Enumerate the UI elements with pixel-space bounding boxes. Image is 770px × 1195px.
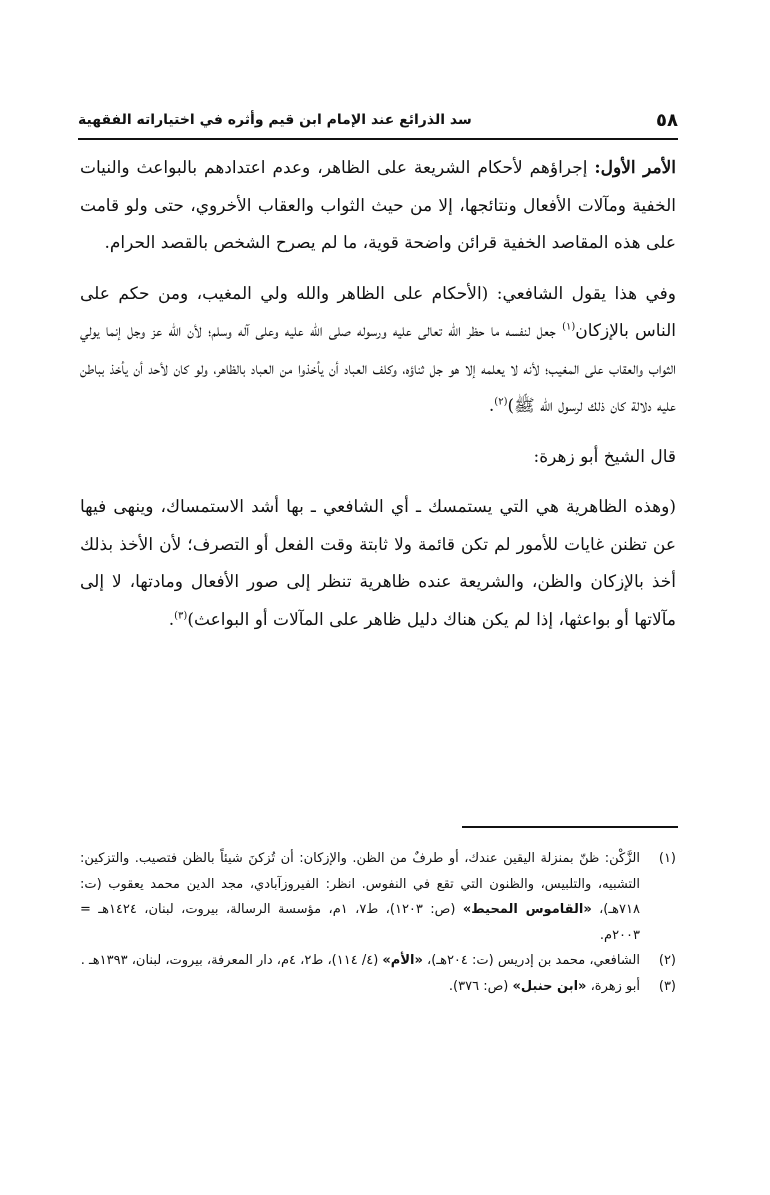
paragraph-text: إجراؤهم لأحكام الشريعة على الظاهر، وعدم اعتدادهم بالبواعث والنيات الخفية ومآلات الأفعال ونتائجها، إلا من حيث الثواب والعقاب الأخروي، حتى ولو قامت على هذه المقاصد الخفية قرائن واضحة قوية، ما لم يصرح الشخص بالقصد الحرام. (80, 158, 676, 253)
footnote-text (80, 846, 640, 948)
footnote-ref-3[interactable]: (٣) (174, 609, 188, 621)
footnote-text-part: الشافعي، محمد بن إدريس (ت: ٢٠٤هـ)، (422, 953, 640, 968)
running-title: سد الذرائع عند الإمام ابن قيم وأثره في اختياراته الفقهية (78, 112, 472, 128)
footnote-text (80, 948, 640, 974)
main-text (80, 150, 676, 652)
header-rule (78, 138, 678, 140)
paragraph-lead: الأمر الأول: (594, 158, 676, 178)
page-header (78, 104, 678, 136)
footnotes (80, 846, 676, 999)
footnote-mark: (١) (658, 851, 676, 866)
footnote-ref-2[interactable]: (٢) (494, 396, 508, 408)
footnote-item (80, 974, 676, 1000)
footnote-ref-1[interactable]: (١) (562, 321, 576, 333)
footnote-text-part: (٤/ ١١٤)، ط٢، ٤م، دار المعرفة، بيروت، لبنان، ١٣٩٣هـ . (80, 953, 383, 968)
footnote-mark: (٢) (658, 953, 676, 968)
punctuation: . (168, 609, 175, 630)
footnote-source-title: «القاموس المحيط» (462, 902, 592, 917)
footnote-item (80, 948, 676, 974)
footnote-text-part: الزَّكْن: ظنّ بمنزلة اليقين عندك، أو طرفٌ من الظن. والإزكان: أن تُزكنَ شيئاً بالظن فتصيب. والتزكين: التشبيه، والتلبيس، والظنون التي تقع في النفوس. انظر: الفيروزآبادي، مجد الدين محمد يعقوب (ت: ٧١٨هـ)، (80, 851, 640, 917)
paragraph-4 (80, 489, 676, 639)
footnote-text-part: أبو زهرة، (586, 978, 640, 994)
footnote-source-title: «الأم» (382, 953, 423, 968)
page-number: ٥٨ (656, 109, 678, 131)
paragraph-3 (80, 439, 676, 477)
quote-text: (وهذه الظاهرية هي التي يستمسك ـ أي الشافعي ـ بها أشد الاستمساك، وينهى فيها عن تظنن غايات للأمور لم تكن قائمة ولا ثابتة وقت الفعل أو التصرف؛ لأن الأخذ بذلك أخذ بالإزكان والظن، والشريعة عنده ظاهرية تنظر إلى صور الأفعال ومادتها، لا إلى مآلاتها أو بواعثها، إذا لم يكن هناك دليل ظاهر على المآلات أو البواعث) (80, 497, 676, 630)
footnote-text-part: (ص: ٣٧٦). (448, 978, 513, 994)
paragraph-2 (80, 276, 676, 426)
footnote-mark: (٣) (658, 978, 676, 994)
footnote-item (80, 846, 676, 948)
paragraph-1 (80, 150, 676, 263)
footnote-text-part: (ص: ١٢٠٣)، ط٧، ١م، مؤسسة الرسالة، بيروت، لبنان، ١٤٢٤هـ = ٢٠٠٣م. (80, 902, 640, 943)
punctuation: . (488, 396, 495, 416)
quote-intro: قال الشيخ أبو زهرة: (533, 446, 676, 467)
quote-text: وفي هذا يقول الشافعي: (الأحكام على الظاهر والله ولي المغيب، ومن حكم على الناس بالإزكان (80, 283, 676, 341)
footnote-rule (462, 826, 678, 828)
footnote-text (80, 974, 640, 1000)
footnote-source-title: «ابن حنبل» (512, 978, 587, 994)
quote-text: جعل لنفسه ما حظر الله تعالى عليه ورسوله صلى الله عليه وعلى آله وسلم؛ لأن الله عز وجل إنما يولي الثواب والعقاب على المغيب؛ لأنه لا يعلمه إلا هو جل ثناؤه، وكلف العباد أن يأخذوا من العباد بالظاهر، ولو كان لأحد أن يأخذ بباطن عليه دلالة كان ذلك لرسول الله ﷺ) (80, 321, 676, 416)
